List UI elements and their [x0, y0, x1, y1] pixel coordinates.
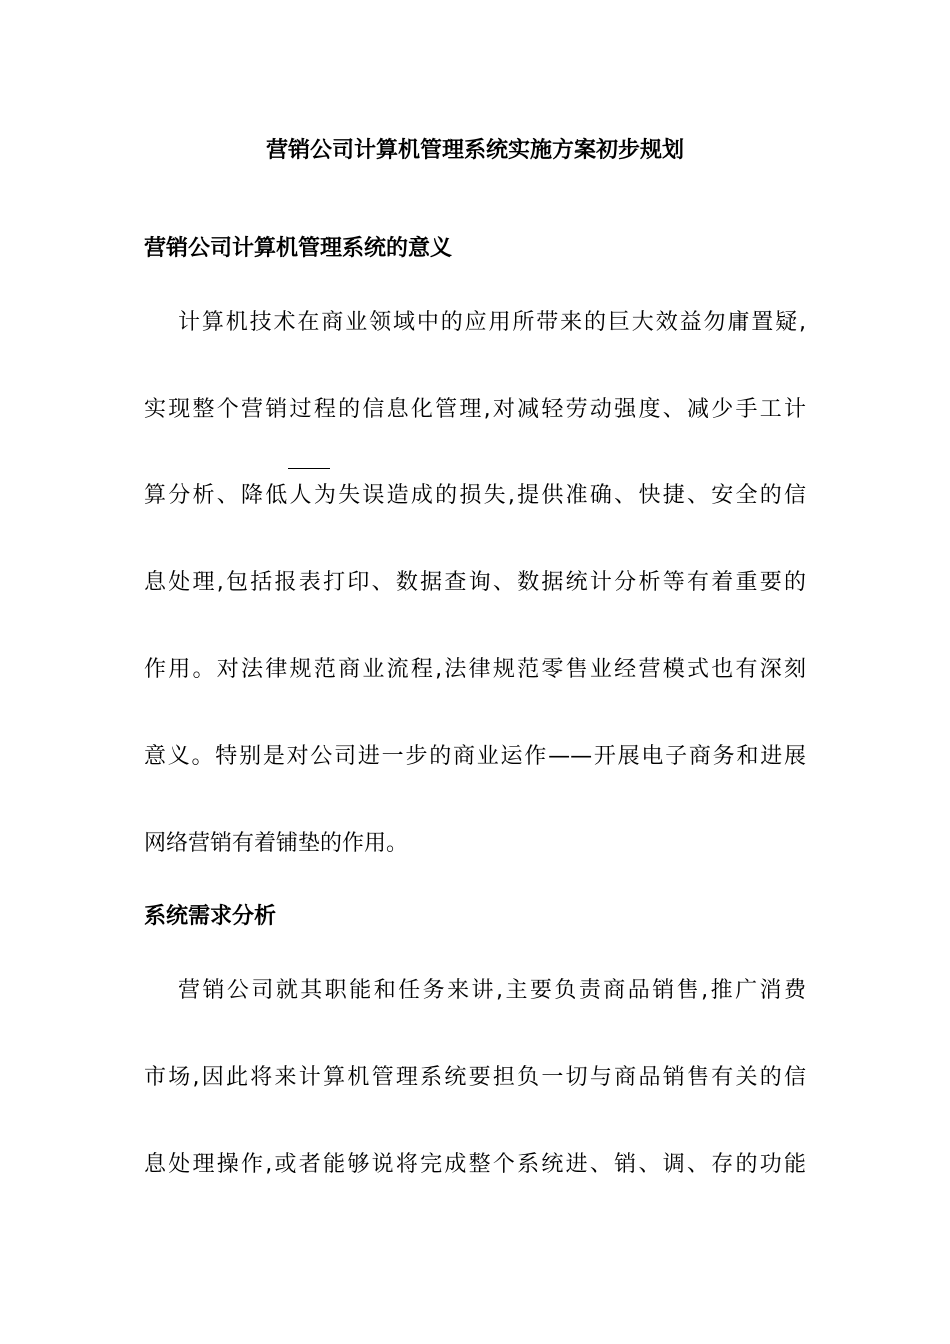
underline-mark — [288, 468, 330, 469]
paragraph-line: 市场,因此将来计算机管理系统要担负一切与商品销售有关的信 — [144, 1065, 806, 1090]
paragraph-line: 算分析、降低人为失误造成的损失,提供准确、快捷、安全的信 — [144, 483, 806, 508]
paragraph-line: 营销公司就其职能和任务来讲,主要负责商品销售,推广消费 — [178, 978, 806, 1003]
paragraph-line: 息处理操作,或者能够说将完成整个系统进、销、调、存的功能 — [144, 1152, 806, 1177]
paragraph-line: 作用。对法律规范商业流程,法律规范零售业经营模式也有深刻 — [144, 657, 806, 682]
paragraph-line: 实现整个营销过程的信息化管理,对减轻劳动强度、减少手工计 — [144, 397, 806, 422]
document-title: 营销公司计算机管理系统实施方案初步规划 — [265, 138, 684, 163]
section-heading-requirements: 系统需求分析 — [144, 904, 277, 929]
section-heading-significance: 营销公司计算机管理系统的意义 — [144, 236, 453, 261]
paragraph-line: 网络营销有着铺垫的作用。 — [144, 831, 409, 856]
paragraph-line: 息处理,包括报表打印、数据查询、数据统计分析等有着重要的 — [144, 570, 806, 595]
paragraph-line: 意义。特别是对公司进一步的商业运作——开展电子商务和进展 — [144, 744, 806, 769]
paragraph-line: 计算机技术在商业领域中的应用所带来的巨大效益勿庸置疑, — [178, 310, 806, 335]
